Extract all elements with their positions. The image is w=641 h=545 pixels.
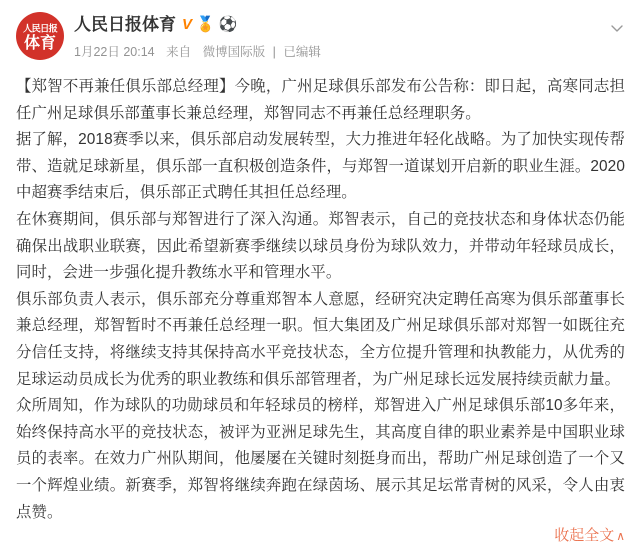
post-meta bbox=[74, 43, 625, 61]
collapse-text-button[interactable] bbox=[554, 524, 625, 545]
edited-flag: 已编辑 bbox=[283, 45, 321, 59]
medal-emoji-icon: 🏅 bbox=[196, 16, 215, 33]
source-prefix: 来自 bbox=[166, 45, 192, 59]
soccer-emoji-icon: ⚽ bbox=[218, 16, 238, 33]
post-paragraph: 【郑智不再兼任俱乐部总经理】今晚，广州足球俱乐部发布公告称：即日起，高寒同志担任广州足球俱乐部董事长兼总经理，郑智同志不再兼任总经理职务。 bbox=[16, 78, 625, 122]
collapse-row bbox=[16, 524, 625, 545]
avatar-line1: 人民日报 bbox=[23, 23, 57, 34]
collapse-label: 收起全文 bbox=[554, 527, 615, 545]
post-paragraph: 众所周知，作为球队的功勋球员和年轻球员的榜样，郑智进入广州足球俱乐部10多年来，始终保持高水平的竞技状态，被评为亚洲足球先生，其高度自律的职业素养是中国职业球员的表率。在效力广州队期间，他屡屡在关键时刻挺身而出，帮助广州足球创造了一个又一个辉煌业绩。新赛季，郑智将继续奔跑在绿茵场、展示其足坛常青树的风采，令人由衷点赞。 bbox=[16, 397, 625, 521]
post-content bbox=[16, 74, 625, 526]
chevron-up-icon: ∧ bbox=[616, 529, 625, 544]
avatar-line2: 体育 bbox=[23, 34, 56, 52]
meta-divider: | bbox=[272, 45, 276, 59]
post-paragraph: 在休赛期间，俱乐部与郑智进行了深入沟通。郑智表示，自己的竞技状态和身体状态仍能确保出战职业联赛，因此希望新赛季继续以球员身份为球队效力，并带动年轻球员成长，同时，会进一步强化提升教练水平和管理水平。 bbox=[16, 210, 625, 282]
post-paragraph: 俱乐部负责人表示，俱乐部充分尊重郑智本人意愿，经研究决定聘任高寒为俱乐部董事长兼总经理，郑智暂时不再兼任总经理一职。恒大集团及广州足球俱乐部对郑智一如既往充分信任支持，将继续支持其保持高水平竞技状态，全方位提升管理和执教能力，从优秀的足球运动员成长为优秀的职业教练和俱乐部管理者，为广州足球长远发展持续贡献力量。 bbox=[16, 290, 625, 388]
chevron-down-icon[interactable] bbox=[609, 20, 625, 36]
post-source[interactable]: 微博国际版 bbox=[202, 45, 266, 59]
author-row bbox=[74, 12, 625, 38]
author-name[interactable]: 人民日报体育 bbox=[74, 15, 176, 34]
avatar[interactable] bbox=[16, 12, 64, 60]
post-time: 1月22日 20:14 bbox=[74, 45, 155, 59]
verified-badge-icon: V bbox=[182, 16, 193, 33]
post-header bbox=[16, 12, 625, 64]
post-paragraph: 据了解，2018赛季以来，俱乐部启动发展转型，大力推进年轻化战略。为了加快实现传帮带、造就足球新星，俱乐部一直积极创造条件，与郑智一道谋划开启新的职业生涯。2020中超赛季结束后，俱乐部正式聘任其担任总经理。 bbox=[16, 131, 625, 202]
header-text-block bbox=[74, 12, 625, 61]
